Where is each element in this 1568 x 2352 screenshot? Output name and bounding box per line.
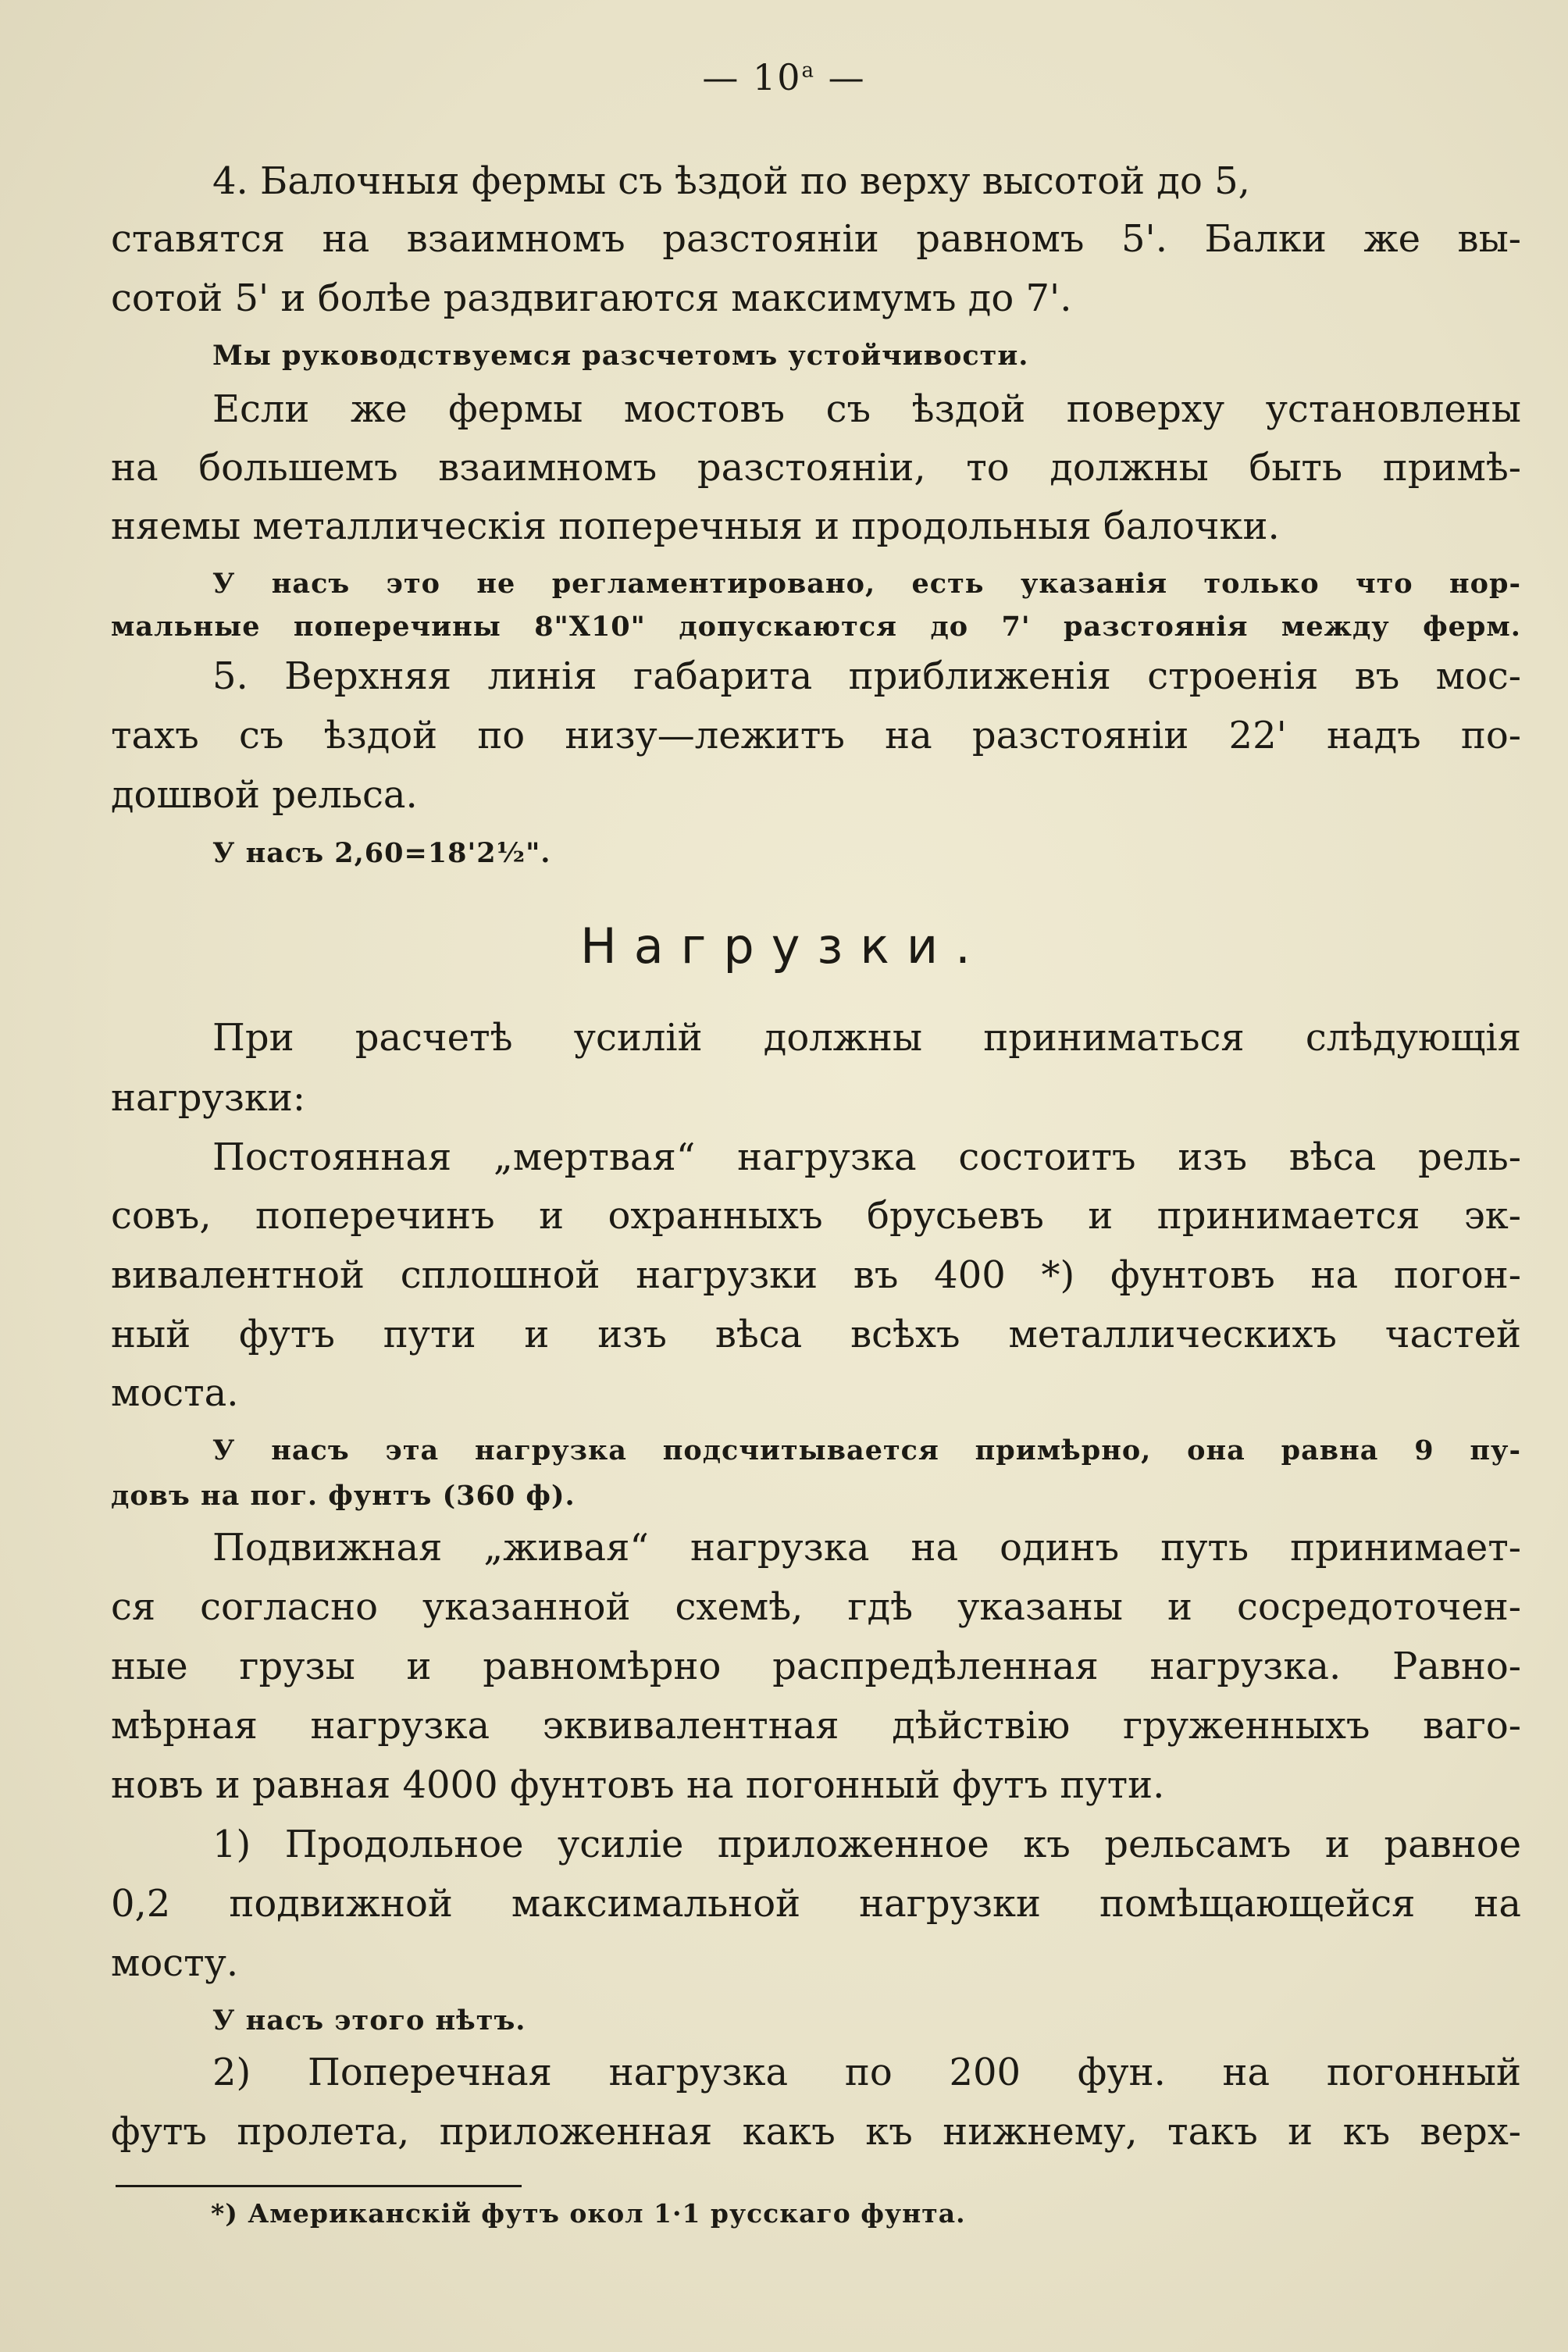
- bridges-note-line-1: У насъ это не регламентировано, есть указанія только что нор-: [212, 568, 1521, 600]
- item1-note: У насъ этого нѣтъ.: [212, 2005, 526, 2037]
- dead-load-line-3: вивалентной сплошной нагрузки въ 400 *) фунтовъ на погон-: [111, 1253, 1521, 1297]
- bridges-line-3: няемы металлическія поперечныя и продольныя балочки.: [111, 504, 1280, 548]
- section5-line-1: 5. Верхняя линія габарита приближенія строенія въ мос-: [212, 654, 1521, 698]
- bridges-note-line-2: мальные поперечины 8"X10" допускаются до 7' разстоянія между ферм.: [111, 611, 1521, 643]
- page-number: — $10^а$ —: [702, 56, 866, 98]
- section4-note: Мы руководствуемся разсчетомъ устойчивости.: [212, 340, 1029, 372]
- section4-line-2: ставятся на взаимномъ разстояніи равномъ 5'. Балки же вы-: [111, 217, 1521, 261]
- item1-line-3: мосту.: [111, 1941, 239, 1985]
- dead-load-line-1: Постоянная „мертвая“ нагрузка состоитъ изъ вѣса рель-: [212, 1135, 1521, 1179]
- section5-note: У насъ 2,60=18'2½".: [212, 837, 551, 869]
- bridges-line-2: на большемъ взаимномъ разстояніи, то должны быть примѣ-: [111, 446, 1521, 490]
- section5-line-2: тахъ съ ѣздой по низу—лежитъ на разстояніи 22' надъ по-: [111, 714, 1521, 757]
- live-load-line-2: ся согласно указанной схемѣ, гдѣ указаны и сосредоточен-: [111, 1585, 1521, 1629]
- footnote-rule: [116, 2185, 522, 2187]
- live-load-line-4: мѣрная нагрузка эквивалентная дѣйствію груженныхъ ваго-: [111, 1704, 1521, 1748]
- dead-load-note-line-1: У насъ эта нагрузка подсчитывается примѣрно, она равна 9 пу-: [212, 1434, 1521, 1466]
- intro-line-1: При расчетѣ усилій должны приниматься слѣдующія: [212, 1016, 1521, 1060]
- bridges-line-1: Если же фермы мостовъ съ ѣздой поверху установлены: [212, 387, 1521, 431]
- item1-line-1: 1) Продольное усиліе приложенное къ рельсамъ и равное: [212, 1823, 1521, 1866]
- dead-load-line-4: ный футъ пути и изъ вѣса всѣхъ металлическихъ частей: [111, 1313, 1521, 1356]
- section5-line-3: дошвой рельса.: [111, 773, 418, 817]
- section4-line-3: сотой 5' и болѣе раздвигаются максимумъ до 7'.: [111, 276, 1072, 320]
- live-load-line-1: Подвижная „живая“ нагрузка на одинъ путь принимает-: [212, 1526, 1521, 1570]
- footnote: *) Американскій футъ окол 1·1 русскаго фунта.: [211, 2198, 966, 2229]
- live-load-line-3: ные грузы и равномѣрно распредѣленная нагрузка. Равно-: [111, 1645, 1521, 1688]
- item2-line-1: 2) Поперечная нагрузка по 200 фун. на погонный: [212, 2051, 1521, 2094]
- item2-line-2: футъ пролета, приложенная какъ къ нижнему, такъ и къ верх-: [111, 2110, 1521, 2154]
- dead-load-note-line-2: довъ на пог. фунтъ (360 ф).: [111, 1480, 576, 1512]
- section-heading: Нагрузки.: [580, 918, 988, 975]
- dead-load-line-5: моста.: [111, 1371, 239, 1415]
- live-load-line-5: новъ и равная 4000 фунтовъ на погонный футъ пути.: [111, 1763, 1165, 1807]
- section4-line-1: 4. Балочныя фермы съ ѣздой по верху высотой до 5,: [212, 159, 1250, 203]
- intro-line-2: нагрузки:: [111, 1076, 306, 1120]
- dead-load-line-2: совъ, поперечинъ и охранныхъ брусьевъ и принимается эк-: [111, 1194, 1521, 1238]
- item1-line-2: 0,2 подвижной максимальной нагрузки помѣщающейся на: [111, 1882, 1521, 1926]
